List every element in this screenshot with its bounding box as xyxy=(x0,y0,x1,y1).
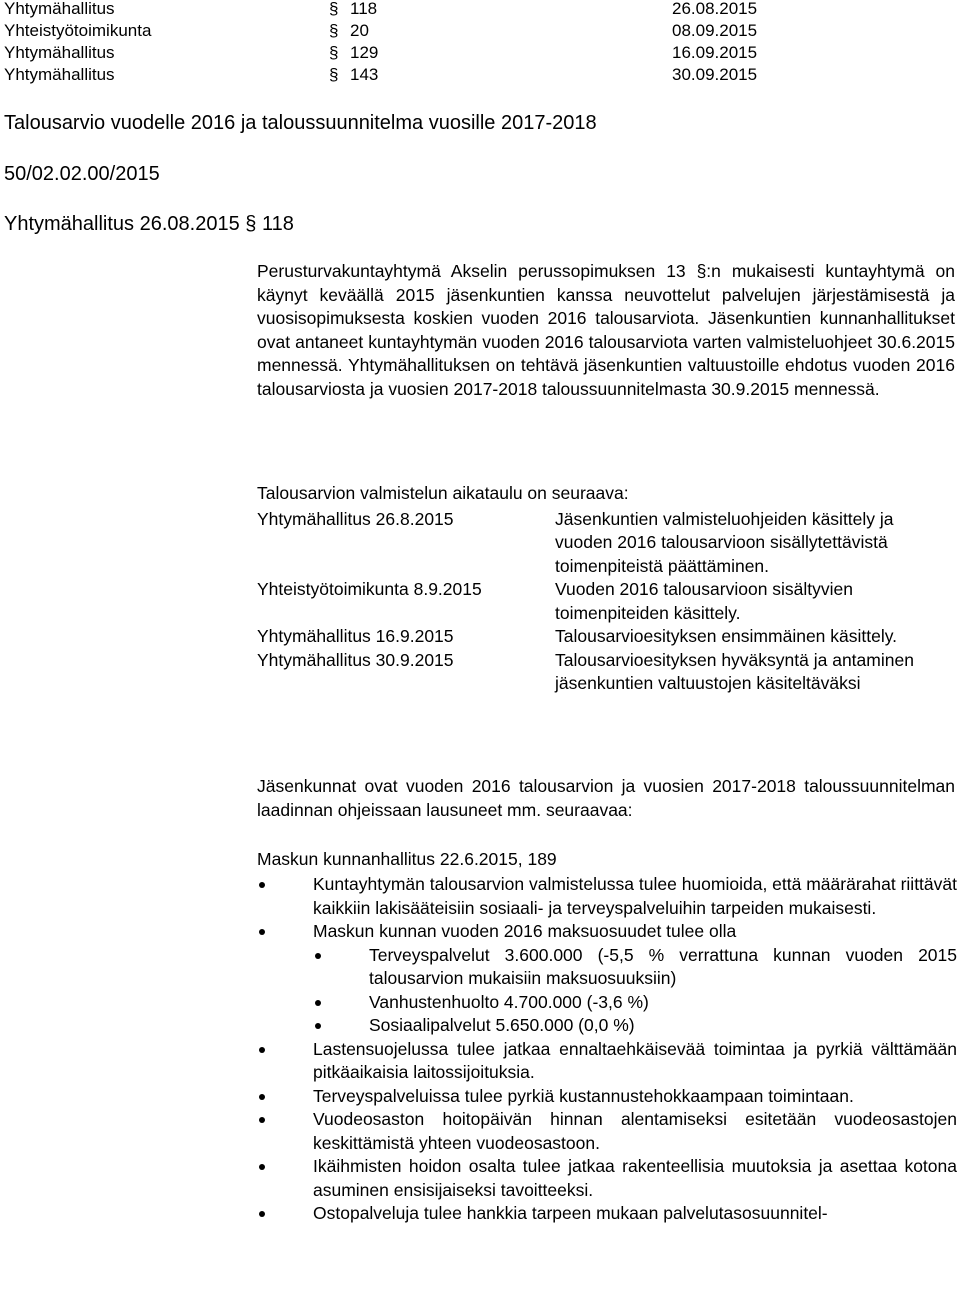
schedule-what: Vuoden 2016 talousarvioon sisältyvien toimenpiteiden käsittely. xyxy=(555,579,854,623)
intro-paragraph-text: Perusturvakuntayhtymä Akselin perussopimuksen 13 §:n mukaisesti kuntayhtymä on käynyt keväällä 2015 jäsenkuntien kanssa neuvottelut palvelujen järjestämisestä ja vuosisopimuksesta koskien vuoden 2016 talousarviota. Jäsenkuntien kunnanhallitukset ovat antaneet kuntayhtymän vuoden 2016 talousarviota varten valmisteluohjeet 30.6.2015 mennessä. Yhtymähallituksen on tehtävä jäsenkuntien valtuustoille ehdotus vuoden 2016 talousarviosta ja vuosien 2017-2018 taloussuunnitelmasta 30.9.2015 mennessä. xyxy=(257,261,955,399)
list-item xyxy=(257,1155,957,1202)
record-code: 50/02.02.00/2015 xyxy=(4,163,160,185)
meeting-number: 118 xyxy=(350,0,378,18)
list-item-text: Kuntayhtymän talousarvion valmistelussa tulee huomioida, että määrärahat riittävät kaikkiin lakisääteisiin sosiaali- ja terveyspalveluihin tarpeiden mukaisesti. xyxy=(313,874,957,918)
schedule-row xyxy=(257,649,957,696)
list-item-text: Ikäihmisten hoidon osalta tulee jatkaa rakenteellisia muutoksia ja asettaa kotona asuminen ensisijaiseksi tavoitteeksi. xyxy=(313,1156,957,1200)
sub-list-item-text: Vanhustenhuolto 4.700.000 (-3,6 %) xyxy=(369,991,649,1012)
meeting-org: Yhtymähallitus xyxy=(4,65,115,84)
schedule-row xyxy=(257,508,957,579)
schedule-row xyxy=(257,625,957,649)
meeting-date: 16.09.2015 xyxy=(672,43,758,62)
intro-paragraph xyxy=(257,260,955,401)
sub-list-item-text: Terveyspalvelut 3.600.000 (-5,5 % verrattuna kunnan vuoden 2015 talousarvion mukaisiin maksuosuuksiin) xyxy=(369,944,957,988)
meeting-number: 20 xyxy=(350,21,369,40)
members-paragraph-text: Jäsenkunnat ovat vuoden 2016 talousarvion ja vuosien 2017-2018 taloussuunnitelman laadinnan ohjeissaan lausuneet mm. seuraavaa: xyxy=(257,776,955,820)
members-paragraph xyxy=(257,775,955,822)
list-item-text: Terveyspalveluissa tulee pyrkiä kustannustehokkaampaan toimintaan. xyxy=(313,1085,854,1106)
list-item xyxy=(257,920,957,1038)
schedule-when: Yhtymähallitus 26.8.2015 xyxy=(257,508,454,529)
list-item xyxy=(257,1108,957,1155)
maskun-heading: Maskun kunnanhallitus 22.6.2015, 189 xyxy=(257,849,557,869)
sub-list-item xyxy=(313,1014,957,1038)
schedule xyxy=(257,482,957,696)
sub-list-item-text: Sosiaalipalvelut 5.650.000 (0,0 %) xyxy=(369,1015,635,1035)
schedule-heading: Talousarvion valmistelun aikataulu on seuraava: xyxy=(257,483,629,503)
bullet-list xyxy=(257,873,957,1226)
meeting-org: Yhteistyötoimikunta xyxy=(4,21,152,40)
schedule-when: Yhtymähallitus 30.9.2015 xyxy=(257,649,454,670)
sub-list-item xyxy=(313,991,957,1015)
schedule-what: Jäsenkuntien valmisteluohjeiden käsittely ja vuoden 2016 talousarvioon sisällytettävistä toimenpiteistä päättäminen. xyxy=(555,508,894,576)
sub-list-item xyxy=(313,944,957,991)
list-item-text: Vuodeosaston hoitopäivän hinnan alentamiseksi esitetään vuodeosastojen keskittämistä yhteen vuodeosastoon. xyxy=(313,1109,957,1153)
list-item xyxy=(257,1038,957,1085)
schedule-row xyxy=(257,578,957,625)
section-sign: § xyxy=(329,65,339,84)
schedule-what: Talousarvioesityksen hyväksyntä ja antaminen jäsenkuntien valtuustojen käsiteltäväksi xyxy=(555,649,914,693)
document-title: Talousarvio vuodelle 2016 ja taloussuunnitelma vuosille 2017-2018 xyxy=(4,112,597,134)
section-sign: § xyxy=(329,0,339,18)
section-sign: § xyxy=(329,43,339,62)
meeting-number: 143 xyxy=(350,65,379,84)
list-item xyxy=(257,1085,957,1109)
meeting-org: Yhtymähallitus xyxy=(4,43,115,62)
list-item-text: Lastensuojelussa tulee jatkaa ennaltaehkäisevää toimintaa ja pyrkiä välttämään pitkäaikaisia laitossijoituksia. xyxy=(313,1038,957,1082)
schedule-when: Yhteistyötoimikunta 8.9.2015 xyxy=(257,579,482,599)
list-item xyxy=(257,873,957,920)
meeting-number: 129 xyxy=(350,43,379,62)
meeting-date: 26.08.2015 xyxy=(672,0,758,18)
section-sign: § xyxy=(329,21,339,40)
schedule-when: Yhtymähallitus 16.9.2015 xyxy=(257,626,454,646)
schedule-what: Talousarvioesityksen ensimmäinen käsittely. xyxy=(555,626,898,646)
meeting-date: 30.09.2015 xyxy=(672,65,758,84)
list-item xyxy=(257,1202,957,1226)
list-item-text: Ostopalveluja tulee hankkia tarpeen mukaan palvelutasosuunnitel- xyxy=(313,1203,828,1223)
meeting-org: Yhtymähallitus xyxy=(4,0,115,18)
meeting-date: 08.09.2015 xyxy=(672,21,758,40)
list-item-text: Maskun kunnan vuoden 2016 maksuosuudet tulee olla xyxy=(313,921,737,941)
meeting-reference: Yhtymähallitus 26.08.2015 § 118 xyxy=(4,213,294,235)
